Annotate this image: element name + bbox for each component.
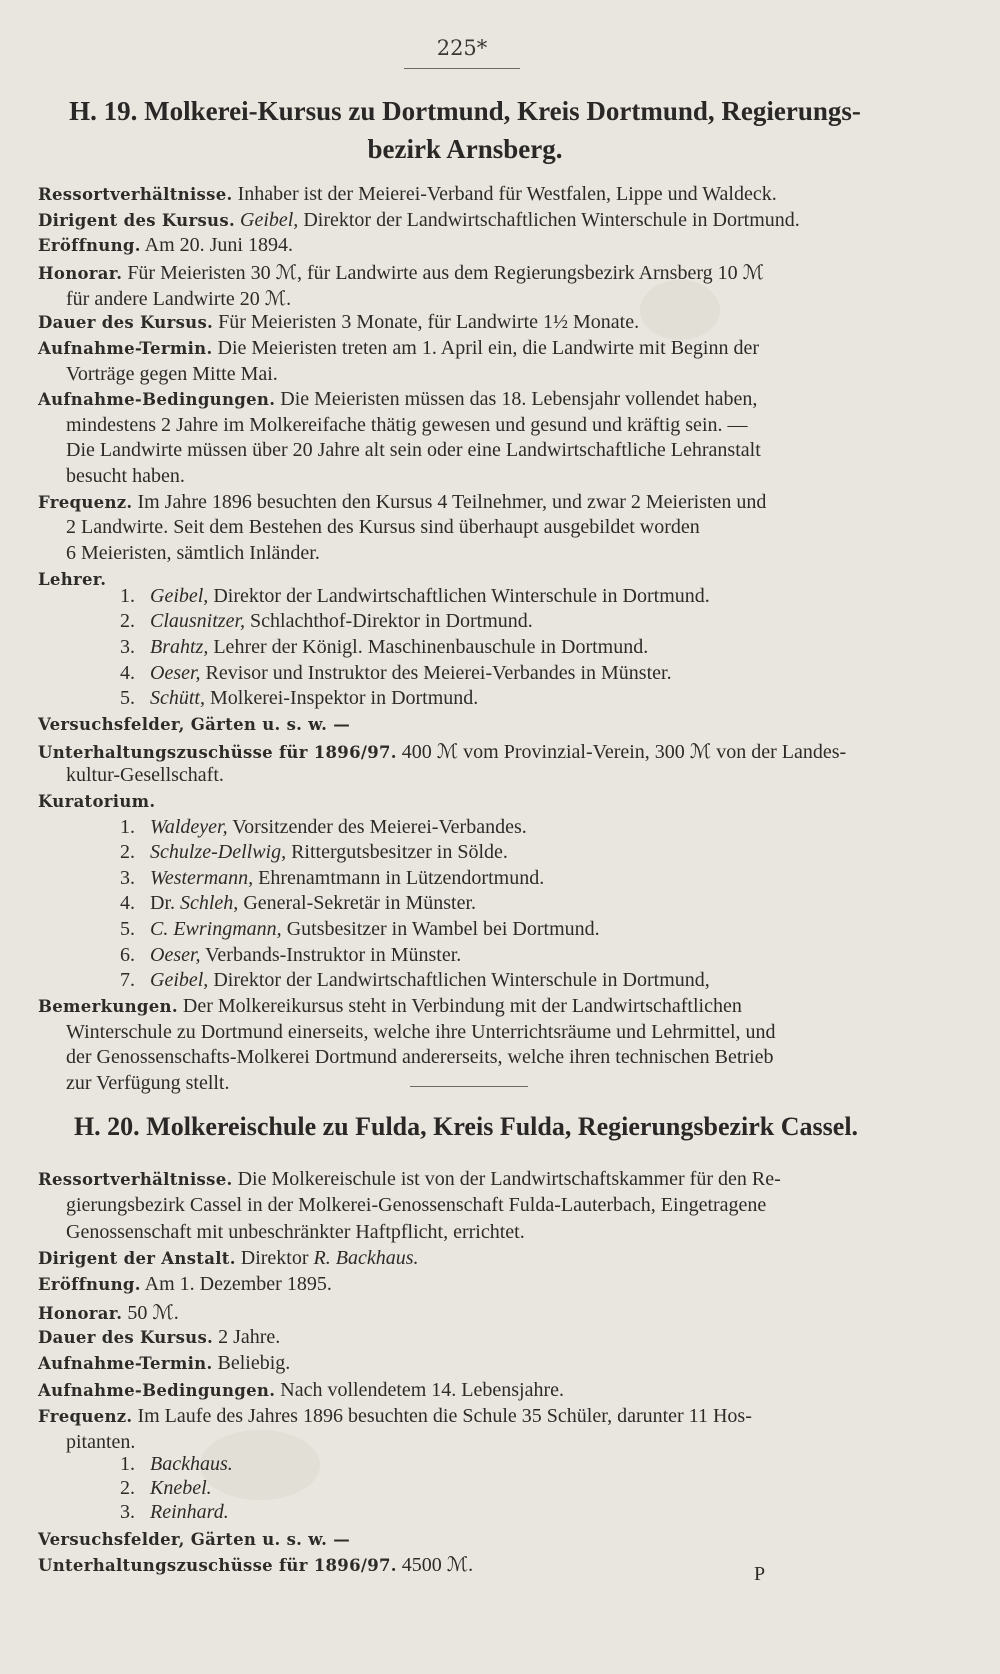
- section-h19-title-line1: H. 19. Molkerei-Kursus zu Dortmund, Kreis Dortmund, Regierungs-: [69, 96, 861, 126]
- line-text: Der Molkereikursus steht in Verbindung mit der Landwirtschaftlichen: [177, 995, 742, 1017]
- line-text: Inhaber ist der Meierei-Verband für Westfalen, Lippe und Waldeck.: [232, 183, 777, 205]
- person-name: Backhaus.: [150, 1453, 233, 1475]
- list-number: 2.: [120, 610, 135, 632]
- person-name: Schulze-Dellwig,: [150, 841, 287, 863]
- list-item: [120, 944, 461, 967]
- line-text: Ehrenamtmann in Lützendortmund.: [253, 867, 545, 889]
- list-item: [120, 636, 648, 659]
- labelled-line: [38, 790, 155, 813]
- labelled-line: [38, 713, 350, 736]
- line-text: Im Laufe des Jahres 1896 besuchten die Schule 35 Schüler, darunter 11 Hos-: [132, 1405, 752, 1427]
- field-label: Versuchsfelder, Gärten u. s. w. —: [38, 1530, 351, 1549]
- line-text: pitanten.: [66, 1431, 136, 1453]
- labelled-line: [38, 568, 106, 591]
- labelled-line: [38, 1300, 179, 1325]
- person-name: Geibel,: [235, 209, 299, 231]
- line-text: Vorsitzender des Meierei-Verbandes.: [227, 816, 527, 838]
- line-text: Revisor und Instruktor des Meierei-Verbandes in Münster.: [200, 662, 672, 684]
- line-text: zur Verfügung stellt.: [66, 1072, 230, 1094]
- text-line: [66, 1046, 774, 1069]
- labelled-line: [38, 1168, 781, 1191]
- labelled-line: [38, 1326, 280, 1349]
- line-text: Nach vollendetem 14. Lebensjahre.: [275, 1379, 565, 1401]
- labelled-line: [38, 1247, 419, 1270]
- signature-mark: P: [754, 1563, 766, 1585]
- field-label: Dauer des Kursus.: [38, 313, 214, 332]
- line-text: Für Meieristen 3 Monate, für Landwirte 1½ Monate.: [213, 311, 640, 333]
- line-text: Die Meieristen treten am 1. April ein, die Landwirte mit Beginn der: [212, 337, 760, 359]
- line-text: Schlachthof-Direktor in Dortmund.: [245, 610, 533, 632]
- line-text: Molkerei-Inspektor in Dortmund.: [205, 687, 479, 709]
- line-text: für andere Landwirte 20 ℳ.: [66, 288, 292, 310]
- list-item: [120, 1477, 212, 1500]
- list-item: [120, 918, 600, 941]
- line-text: Die Molkereischule ist von der Landwirtschaftskammer für den Re-: [232, 1168, 781, 1190]
- labelled-line: [38, 491, 766, 514]
- person-name: Westermann,: [150, 867, 254, 889]
- labelled-line: [38, 1528, 350, 1551]
- text-line: [66, 1431, 135, 1454]
- list-item: [120, 969, 710, 992]
- field-label: Dirigent des Kursus.: [38, 211, 235, 230]
- line-text: Beliebig.: [212, 1352, 291, 1374]
- line-text: kultur-Gesellschaft.: [66, 764, 224, 786]
- line-text: Die Meieristen müssen das 18. Lebensjahr vollendet haben,: [275, 388, 758, 410]
- field-label: Unterhaltungszuschüsse für 1896/97.: [38, 743, 397, 762]
- person-name: Brahtz,: [150, 636, 209, 658]
- list-number: 3.: [120, 867, 135, 889]
- field-label: Frequenz.: [38, 493, 133, 512]
- labelled-line: [38, 260, 764, 285]
- line-text: Genossenschaft mit unbeschränkter Haftpflicht, errichtet.: [66, 1221, 525, 1243]
- line-text: Für Meieristen 30 ℳ, für Landwirte aus dem Regierungsbezirk Arnsberg 10 ℳ: [122, 262, 765, 284]
- line-text: 6 Meieristen, sämtlich Inländer.: [66, 542, 320, 564]
- person-name: Reinhard.: [150, 1501, 229, 1523]
- labelled-line: [38, 337, 759, 360]
- field-label: Frequenz.: [38, 1407, 133, 1426]
- line-text: besucht haben.: [66, 465, 185, 487]
- list-item: [120, 867, 544, 890]
- text-line: [66, 1021, 776, 1044]
- line-text: Direktor der Landwirtschaftlichen Winterschule in Dortmund.: [208, 585, 710, 607]
- field-label: Aufnahme-Bedingungen.: [38, 390, 276, 409]
- labelled-line: [38, 1273, 332, 1296]
- person-name: Schleh,: [180, 892, 239, 914]
- labelled-line: [38, 1405, 752, 1428]
- line-text: Direktor der Landwirtschaftlichen Winterschule in Dortmund.: [298, 209, 800, 231]
- field-label: Dirigent der Anstalt.: [38, 1249, 236, 1268]
- field-label: Aufnahme-Bedingungen.: [38, 1381, 276, 1400]
- list-number: 5.: [120, 687, 135, 709]
- list-item: [120, 610, 533, 633]
- person-name: R. Backhaus.: [313, 1247, 419, 1269]
- list-number: 5.: [120, 918, 135, 940]
- labelled-line: [38, 234, 293, 257]
- text-line: [66, 414, 748, 437]
- list-item: [120, 1453, 233, 1476]
- person-name: Knebel.: [150, 1477, 212, 1499]
- list-number: 7.: [120, 969, 135, 991]
- labelled-line: [38, 739, 846, 764]
- line-text: 4500 ℳ.: [396, 1554, 474, 1576]
- text-line: [66, 764, 224, 787]
- text-line: [66, 1194, 766, 1217]
- list-item: [120, 816, 527, 839]
- text-line: [66, 465, 185, 488]
- line-text: Direktor der Landwirtschaftlichen Winterschule in Dortmund,: [208, 969, 710, 991]
- person-name: Geibel,: [150, 969, 209, 991]
- field-label: Ressortverhältnisse.: [38, 1170, 233, 1189]
- field-label: Aufnahme-Termin.: [38, 1354, 213, 1373]
- list-number: 4.: [120, 662, 135, 684]
- list-number: 6.: [120, 944, 135, 966]
- text-line: [66, 439, 761, 462]
- field-label: Aufnahme-Termin.: [38, 339, 213, 358]
- text-prefix: Dr.: [150, 892, 180, 914]
- list-item: [120, 1501, 229, 1524]
- person-name: Oeser,: [150, 944, 201, 966]
- line-text: 50 ℳ.: [122, 1302, 179, 1324]
- page-number: 225*: [404, 36, 520, 69]
- person-name: C. Ewringmann,: [150, 918, 282, 940]
- text-line: [66, 286, 291, 311]
- line-text: Gutsbesitzer in Wambel bei Dortmund.: [281, 918, 600, 940]
- line-text: General-Sekretär in Münster.: [238, 892, 477, 914]
- labelled-line: [38, 1379, 564, 1402]
- text-line: [66, 1221, 525, 1244]
- list-number: 2.: [120, 1477, 135, 1499]
- line-text: Verbands-Instruktor in Münster.: [200, 944, 462, 966]
- field-label: Eröffnung.: [38, 236, 141, 255]
- text-line: [66, 542, 320, 565]
- list-number: 4.: [120, 892, 135, 914]
- field-label: Eröffnung.: [38, 1275, 141, 1294]
- text-line: [66, 1072, 230, 1095]
- labelled-line: [38, 209, 800, 232]
- labelled-line: [38, 1552, 473, 1577]
- section-h19-title-line2: bezirk Arnsberg.: [367, 134, 563, 164]
- line-text: 2 Jahre.: [213, 1326, 281, 1348]
- line-text: Am 1. Dezember 1895.: [140, 1273, 332, 1295]
- text-line: [66, 363, 278, 386]
- line-text: Am 20. Juni 1894.: [140, 234, 293, 256]
- line-text: Im Jahre 1896 besuchten den Kursus 4 Teilnehmer, und zwar 2 Meieristen und: [132, 491, 767, 513]
- section-divider: [410, 1086, 528, 1087]
- person-name: Waldeyer,: [150, 816, 228, 838]
- line-text: Lehrer der Königl. Maschinenbauschule in Dortmund.: [208, 636, 649, 658]
- field-label: Versuchsfelder, Gärten u. s. w. —: [38, 715, 351, 734]
- list-number: 2.: [120, 841, 135, 863]
- list-item: [120, 892, 476, 915]
- line-text: Rittergutsbesitzer in Sölde.: [286, 841, 508, 863]
- list-number: 1.: [120, 585, 135, 607]
- labelled-line: [38, 311, 639, 334]
- text-line: [66, 516, 700, 539]
- line-text: Winterschule zu Dortmund einerseits, welche ihre Unterrichtsräume und Lehrmittel, und: [66, 1021, 776, 1043]
- field-label: Honorar.: [38, 1304, 123, 1323]
- person-name: Geibel,: [150, 585, 209, 607]
- list-number: 1.: [120, 1453, 135, 1475]
- list-item: [120, 662, 672, 685]
- line-text: Die Landwirte müssen über 20 Jahre alt sein oder eine Landwirtschaftliche Lehranstalt: [66, 439, 761, 461]
- list-item: [120, 687, 478, 710]
- line-text: Direktor: [235, 1247, 314, 1269]
- labelled-line: [38, 1352, 290, 1375]
- list-number: 1.: [120, 816, 135, 838]
- field-label: Lehrer.: [38, 570, 107, 589]
- line-text: mindestens 2 Jahre im Molkereifache thätig gewesen und gesund und kräftig sein. —: [66, 414, 748, 436]
- list-item: [120, 585, 710, 608]
- field-label: Kuratorium.: [38, 792, 156, 811]
- line-text: Vorträge gegen Mitte Mai.: [66, 363, 278, 385]
- person-name: Schütt,: [150, 687, 205, 709]
- field-label: Honorar.: [38, 264, 123, 283]
- line-text: der Genossenschafts-Molkerei Dortmund andererseits, welche ihren technischen Betrieb: [66, 1046, 774, 1068]
- labelled-line: [38, 388, 757, 411]
- line-text: 400 ℳ vom Provinzial-Verein, 300 ℳ von der Landes-: [396, 741, 847, 763]
- list-number: 3.: [120, 1501, 135, 1523]
- labelled-line: [38, 183, 777, 206]
- field-label: Ressortverhältnisse.: [38, 185, 233, 204]
- section-h20-title: H. 20. Molkereischule zu Fulda, Kreis Fulda, Regierungsbezirk Cassel.: [73, 1112, 859, 1141]
- person-name: Clausnitzer,: [150, 610, 246, 632]
- list-item: [120, 841, 508, 864]
- field-label: Bemerkungen.: [38, 997, 178, 1016]
- list-number: 3.: [120, 636, 135, 658]
- person-name: Oeser,: [150, 662, 201, 684]
- line-text: 2 Landwirte. Seit dem Bestehen des Kursus sind überhaupt ausgebildet worden: [66, 516, 700, 538]
- field-label: Dauer des Kursus.: [38, 1328, 214, 1347]
- field-label: Unterhaltungszuschüsse für 1896/97.: [38, 1556, 397, 1575]
- line-text: gierungsbezirk Cassel in der Molkerei-Genossenschaft Fulda-Lauterbach, Eingetragene: [66, 1194, 767, 1216]
- labelled-line: [38, 995, 742, 1018]
